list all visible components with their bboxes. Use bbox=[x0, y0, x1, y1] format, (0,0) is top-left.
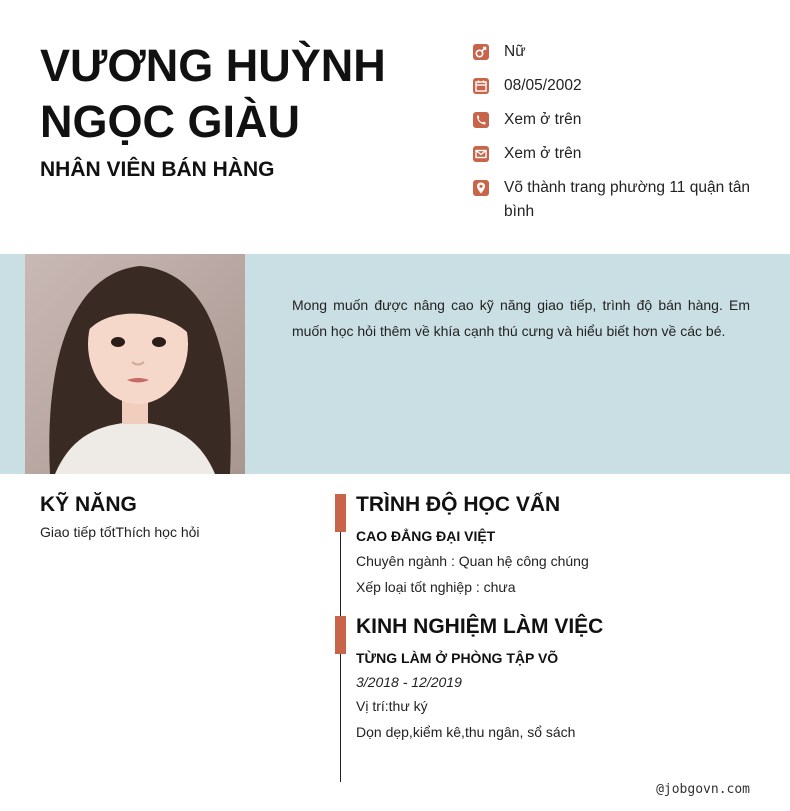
experience-dates: 3/2018 - 12/2019 bbox=[356, 674, 462, 690]
education-accent-bar bbox=[335, 494, 346, 532]
birthday-value: 08/05/2002 bbox=[504, 77, 582, 94]
profile-photo bbox=[25, 254, 245, 474]
contact-list bbox=[472, 40, 762, 234]
experience-company: TỪNG LÀM Ở PHÒNG TẬP VÕ bbox=[356, 650, 559, 666]
gender-value: Nữ bbox=[504, 43, 526, 60]
candidate-name-line1: VƯƠNG HUỲNH bbox=[40, 40, 386, 91]
gender-icon bbox=[472, 43, 490, 61]
experience-accent-bar bbox=[335, 616, 346, 654]
address-value: Võ thành trang phường 11 quận tân bình bbox=[504, 179, 751, 220]
contact-birthday bbox=[472, 74, 762, 98]
portrait-illustration bbox=[25, 254, 245, 474]
experience-title: KINH NGHIỆM LÀM VIỆC bbox=[356, 615, 604, 638]
contact-phone bbox=[472, 108, 762, 132]
phone-value: Xem ở trên bbox=[504, 111, 582, 128]
email-icon bbox=[472, 145, 490, 163]
skills-title: KỸ NĂNG bbox=[40, 493, 137, 516]
contact-gender bbox=[472, 40, 762, 64]
contact-email bbox=[472, 142, 762, 166]
calendar-icon bbox=[472, 77, 490, 95]
experience-tasks: Dọn dẹp,kiểm kê,thu ngân, sổ sách bbox=[356, 724, 576, 740]
location-pin-icon bbox=[472, 179, 490, 197]
education-title: TRÌNH ĐỘ HỌC VẤN bbox=[356, 493, 561, 516]
candidate-name-line2: NGỌC GIÀU bbox=[40, 96, 301, 147]
skills-content: Giao tiếp tốtThích học hỏi bbox=[40, 524, 200, 540]
education-grade: Xếp loại tốt nghiệp : chưa bbox=[356, 579, 516, 595]
education-school: CAO ĐẲNG ĐẠI VIỆT bbox=[356, 528, 496, 544]
job-title: NHÂN VIÊN BÁN HÀNG bbox=[40, 158, 275, 181]
phone-icon bbox=[472, 111, 490, 129]
candidate-name bbox=[40, 38, 440, 150]
email-value: Xem ở trên bbox=[504, 145, 582, 162]
career-objective: Mong muốn được nâng cao kỹ năng giao tiếp, trình độ bán hàng. Em muốn học hỏi thêm về khía cạnh thú cưng và hiểu biết hơn về các bé. bbox=[292, 297, 750, 339]
experience-position: Vị trí:thư ký bbox=[356, 698, 428, 714]
contact-address bbox=[472, 176, 762, 224]
footer-watermark: @jobgovn.com bbox=[656, 782, 750, 797]
education-major: Chuyên ngành : Quan hệ công chúng bbox=[356, 553, 589, 569]
